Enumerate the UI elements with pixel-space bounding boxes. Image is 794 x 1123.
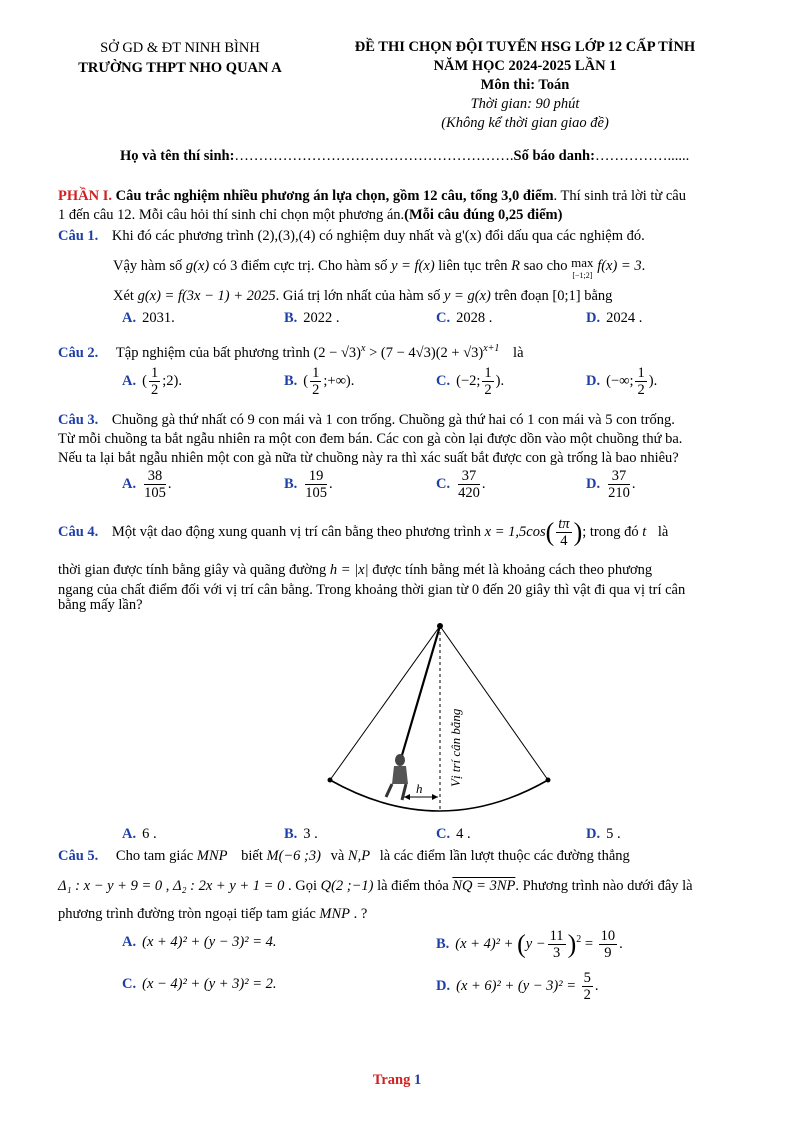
id-field: ……………...... (594, 148, 690, 164)
frac-den: 3 (552, 945, 561, 961)
part1-instruction: 1 đến câu 12. Mỗi câu hỏi thí sinh chỉ chọn một phương án. (58, 207, 405, 223)
q5-line1 (58, 846, 754, 867)
id-label: Số báo danh: (513, 148, 595, 164)
option-letter: A. (122, 310, 137, 326)
option-letter: D. (586, 826, 601, 842)
option-value: 5 (606, 826, 614, 842)
q1-math: g(x) (185, 258, 210, 274)
name-label: Họ và tên thí sinh: (120, 148, 235, 164)
option-letter: C. (436, 475, 451, 492)
q3-option-c[interactable]: C. $\frac{37}{420}$ . (436, 468, 486, 501)
part1-heading (58, 186, 754, 207)
q4-math: x = 1,5cos (484, 523, 546, 540)
part1-line2 (58, 205, 754, 226)
option-letter: C. (436, 372, 451, 389)
option-letter: B. (284, 310, 298, 326)
q4-option-a[interactable]: A. 6 . (122, 826, 157, 842)
q1-text: . Giá trị lớn nhất của hàm số (275, 288, 444, 304)
option-part: ) (495, 372, 501, 389)
q1-math: g(x) = f(3x − 1) + 2025 (137, 288, 276, 304)
option-part: (−∞; (606, 372, 634, 389)
option-letter: A. (122, 826, 137, 842)
option-value: 2024 (606, 310, 636, 326)
frac-num: 1 (150, 365, 159, 381)
frac-den: 2 (637, 382, 645, 398)
q4-option-c[interactable]: C. 4 . (436, 826, 471, 842)
option-part: ;2) (162, 372, 179, 389)
option-value: 6 (142, 826, 150, 842)
option-fraction (582, 970, 593, 1003)
q5-math: MNP (196, 848, 228, 864)
option-value: 4 (456, 826, 464, 842)
q2-text: Tập nghiệm của bất phương trình (115, 344, 314, 361)
q1-label: Câu 1. (58, 228, 99, 244)
option-part: (−2; (456, 372, 481, 389)
q1-text: Vậy hàm số (113, 258, 186, 274)
frac-den: 105 (305, 485, 328, 501)
q4-option-d[interactable]: D. 5 . (586, 826, 621, 842)
option-fraction (608, 468, 630, 501)
q2-math: (2 − √3) (313, 344, 362, 361)
option-part: (x + 6)² + (y − 3)² = (456, 977, 580, 994)
h-label: h (416, 781, 423, 796)
q1-text: có 3 điểm cực trị. Cho hàm số (209, 258, 392, 274)
frac-den: 4 (560, 533, 568, 549)
option-letter: B. (284, 826, 298, 842)
frac-num: 1 (484, 365, 492, 381)
part1-label: PHẦN I. (58, 188, 112, 204)
q1-math: f(x) = 3 (597, 258, 642, 274)
q1-text: Khi đó các phương trình (111, 228, 258, 244)
q5-text: . ? (350, 906, 368, 922)
q3-line1 (58, 410, 754, 431)
q5-math: Δ₁ : x − y + 9 = 0 (58, 878, 163, 894)
frac-den: 9 (604, 945, 612, 961)
frac-den: 2 (583, 987, 591, 1003)
exam-note: (Không kể thời gian giao đề) (441, 115, 609, 131)
frac-den: 2 (312, 382, 320, 398)
q5-math: MNP (319, 906, 351, 922)
q4-math: h = |x| (329, 562, 369, 578)
q4-text: là (654, 523, 669, 540)
q1-text: Xét (113, 288, 138, 304)
school-name: TRƯỜNG THPT NHO QUAN A (78, 60, 282, 76)
q1-text: đổi dấu qua các nghiệm đó. (481, 228, 645, 244)
frac-den: 420 (458, 485, 480, 501)
q4-text: được tính bằng mét là khoảng cách theo phương (368, 562, 653, 578)
option-fraction (458, 468, 480, 501)
option-part: = (581, 935, 597, 952)
option-part: ;+∞) (323, 372, 351, 389)
option-fraction (305, 468, 327, 501)
frac-num: 5 (583, 970, 591, 986)
q1-math: (2),(3),(4) (257, 228, 316, 244)
q2-option-b[interactable]: B. ( $\frac{1}{2}$ ;+∞). (284, 365, 355, 398)
arc-end-right (546, 778, 551, 783)
q1-math: [0;1] (552, 288, 581, 304)
q5-line2 (58, 876, 754, 897)
option-letter: D. (586, 475, 601, 492)
option-fraction (310, 365, 321, 398)
q5-text: Cho tam giác (115, 848, 197, 864)
q5-math: N,P (347, 848, 371, 864)
q4-fraction (556, 516, 571, 549)
option-value: (x − 4)² + (y + 3)² = 2. (142, 976, 277, 992)
page-number: 1 (413, 1072, 422, 1088)
q4-text: thời gian được tính bằng giây và quãng đường (58, 562, 330, 578)
option-letter: A. (122, 475, 137, 492)
exam-year: NĂM HỌC 2024-2025 LẦN 1 (433, 58, 617, 74)
option-part: (x + 4)² + (455, 935, 518, 952)
frac-num: 10 (600, 928, 616, 944)
option-value: 2031 (142, 310, 172, 326)
q5-text: . Phương trình nào dưới đây là (515, 878, 693, 894)
option-letter: B. (284, 372, 298, 389)
q1-line1 (58, 226, 754, 247)
option-letter: D. (436, 977, 451, 994)
pendulum-figure (320, 612, 560, 817)
q4-line3: ngang của chất điểm đối với vị trí cân bằng. Trong khoảng thời gian từ 0 đến 20 giây thì vật đi qua vị trí cân (58, 582, 686, 598)
exam-title: ĐỀ THI CHỌN ĐỘI TUYỂN HSG LỚP 12 CẤP TỈNH (354, 39, 696, 55)
q3-text: Chuồng gà thứ nhất có 9 con mái và 1 con trống. Chuồng gà thứ hai có 1 con mái và 5 con trống. (111, 412, 675, 428)
swing-arc (330, 780, 548, 811)
q3-option-b[interactable]: B. $\frac{19}{105}$ . (284, 468, 333, 501)
q1-option-c[interactable]: C. 2028 . (436, 310, 493, 326)
q5-text: biết (237, 848, 267, 864)
option-letter: C. (436, 826, 451, 842)
q5-option-a[interactable] (122, 934, 277, 951)
q4-math: t (642, 523, 647, 540)
option-letter: D. (586, 372, 601, 389)
option-value: 3 (303, 826, 311, 842)
q5-option-c[interactable] (122, 976, 277, 993)
pivot-point (437, 623, 443, 629)
q5-line3 (58, 904, 754, 925)
q5-option-b[interactable]: B. (x + 4)² + (y − $\frac{11}{3}$ )$^2$ = $\frac{10}{9}$ . (436, 928, 623, 961)
frac-num: 11 (549, 928, 564, 944)
option-letter: C. (122, 976, 137, 992)
option-fraction (548, 928, 566, 961)
q2-text: là (509, 344, 524, 361)
pendulum-rope (400, 626, 440, 762)
frac-den: 2 (150, 382, 159, 398)
q2-exponent: x (361, 343, 366, 354)
frac-den: 2 (484, 382, 492, 398)
exam-time: Thời gian: 90 phút (470, 96, 580, 112)
q5-text: , (162, 878, 173, 894)
option-part: ( (303, 372, 309, 389)
q3-option-d[interactable]: D. $\frac{37}{210}$ . (586, 468, 636, 501)
q5-text: là điểm thỏa (373, 878, 453, 894)
frac-num: 38 (144, 468, 166, 485)
q1-math: y = f(x) (391, 258, 435, 274)
q4-text: Một vật dao động xung quanh vị trí cân bằng theo phương trình (111, 523, 485, 540)
exam-subject: Môn thi: Toán (480, 77, 570, 93)
q2-math: > (7 − 4√3)(2 + √3) (365, 344, 484, 361)
q3-option-a[interactable]: A. $\frac{38}{105}$ . (122, 468, 172, 501)
q5-text: phương trình đường tròn ngoại tiếp tam giác (58, 906, 320, 922)
q5-vector: NQ = 3NP (452, 878, 516, 894)
option-letter: B. (284, 475, 298, 492)
frac-den: 210 (608, 485, 630, 501)
q1-math: y = g(x) (443, 288, 491, 304)
q5-text: là các điểm lần lượt thuộc các đường thẳng (376, 848, 630, 864)
school-dept: SỞ GD & ĐT NINH BÌNH (100, 40, 260, 56)
part1-title: Câu trắc nghiệm nhiều phương án lựa chọn, gồm 12 câu, tổng 3,0 điểm (111, 188, 554, 204)
q4-option-b[interactable]: B. 3 . (284, 826, 318, 842)
q5-math: M(−6 ;3) (266, 848, 321, 864)
q1-option-b[interactable]: B. 2022 . (284, 310, 340, 326)
q5-math: Q(2 ;−1) (320, 878, 374, 894)
q4-text: ; trong đó (582, 523, 643, 540)
option-part: ) (648, 372, 654, 389)
q1-max-word: max (571, 255, 594, 270)
q4-line1: Câu 4. Một vật dao động xung quanh vị trí cân bằng theo phương trình x = 1,5cos( $\frac{t\pi}{4}$ ); trong đó t là (58, 516, 669, 549)
q1-option-d[interactable]: D. 2024 . (586, 310, 643, 326)
q1-max-range: [−1;2] (572, 271, 593, 280)
part1-rest: . Thí sinh trả lời từ câu (553, 188, 686, 204)
q2-option-d[interactable]: D. (−∞; $\frac{1}{2}$ ). (586, 365, 658, 398)
q1-line3 (113, 286, 754, 307)
q4-label: Câu 4. (58, 523, 99, 540)
frac-num: 37 (608, 468, 630, 485)
q5-text: và (326, 848, 348, 864)
swinging-person-icon (386, 754, 408, 800)
part1-points: (Mỗi câu đúng 0,25 điểm) (404, 207, 563, 223)
option-fraction (144, 468, 166, 501)
q1-text: liên tục trên (434, 258, 512, 274)
option-fraction (599, 928, 618, 961)
q1-text: trên đoạn (490, 288, 553, 304)
q2-option-a[interactable]: A. ( $\frac{1}{2}$ ;2). (122, 365, 182, 398)
q1-text: sao cho (520, 258, 572, 274)
arc-end-left (328, 778, 333, 783)
equilibrium-label: Vị trí cân bằng (448, 708, 463, 787)
q3-line2: Từ mỗi chuồng ta bắt ngẫu nhiên ra một con đem bán. Các con gà còn lại được dồn vào một chuồng thứ ba. (58, 431, 683, 447)
frac-num: 19 (305, 468, 327, 485)
q2-exponent: x+1 (483, 343, 500, 354)
left-string (330, 626, 440, 780)
q4-line2 (58, 560, 754, 581)
option-letter: D. (586, 310, 601, 326)
candidate-line (120, 148, 689, 165)
option-letter: B. (436, 935, 450, 952)
option-value: 2028 (456, 310, 486, 326)
q3-label: Câu 3. (58, 412, 99, 428)
option-fraction (635, 365, 646, 398)
q5-text: . Gọi (284, 878, 321, 894)
q4-line4: bằng mấy lần? (58, 597, 143, 613)
option-letter: A. (122, 372, 137, 389)
q5-option-d[interactable]: D. (x + 6)² + (y − 3)² = $\frac{5}{2}$ . (436, 970, 599, 1003)
q1-max (571, 256, 593, 281)
q2-option-c[interactable]: C. (−2; $\frac{1}{2}$ ). (436, 365, 505, 398)
q1-text: bằng (580, 288, 613, 304)
option-letter: A. (122, 934, 137, 950)
option-part: ( (142, 372, 147, 389)
page-footer (0, 1072, 794, 1089)
q1-text: có nghiệm duy nhất và (315, 228, 455, 244)
footer-label: Trang (372, 1072, 411, 1088)
q3-line3: Nếu ta lại bắt ngẫu nhiên một con gà nữa từ chuồng này ra thì xác suất bắt được con gà trống là bao nhiêu? (58, 450, 679, 466)
frac-num: 1 (637, 365, 645, 381)
q1-math: g'(x) (454, 228, 482, 244)
q1-math: R (511, 258, 521, 274)
q2-label: Câu 2. (58, 344, 99, 361)
q5-math: Δ₂ : 2x + y + 1 = 0 (172, 878, 285, 894)
q1-line2: Vậy hàm số g(x) có 3 điểm cực trị. Cho hàm số y = f(x) liên tục trên R sao cho max [−1;2] f(x) = 3. (113, 255, 646, 280)
q2-line (58, 338, 754, 364)
frac-den: 105 (144, 485, 166, 501)
option-value: 2022 (303, 310, 333, 326)
option-value: (x + 4)² + (y − 3)² = 4. (142, 934, 277, 950)
frac-num: 1 (312, 365, 320, 381)
name-field: …………………………………………………. (234, 148, 514, 164)
frac-num: 37 (458, 468, 480, 485)
option-fraction (482, 365, 493, 398)
option-letter: C. (436, 310, 451, 326)
frac-num: tπ (558, 516, 570, 532)
option-fraction (149, 365, 160, 398)
q5-label: Câu 5. (58, 848, 99, 864)
q1-option-a[interactable]: A. 2031. (122, 310, 175, 326)
